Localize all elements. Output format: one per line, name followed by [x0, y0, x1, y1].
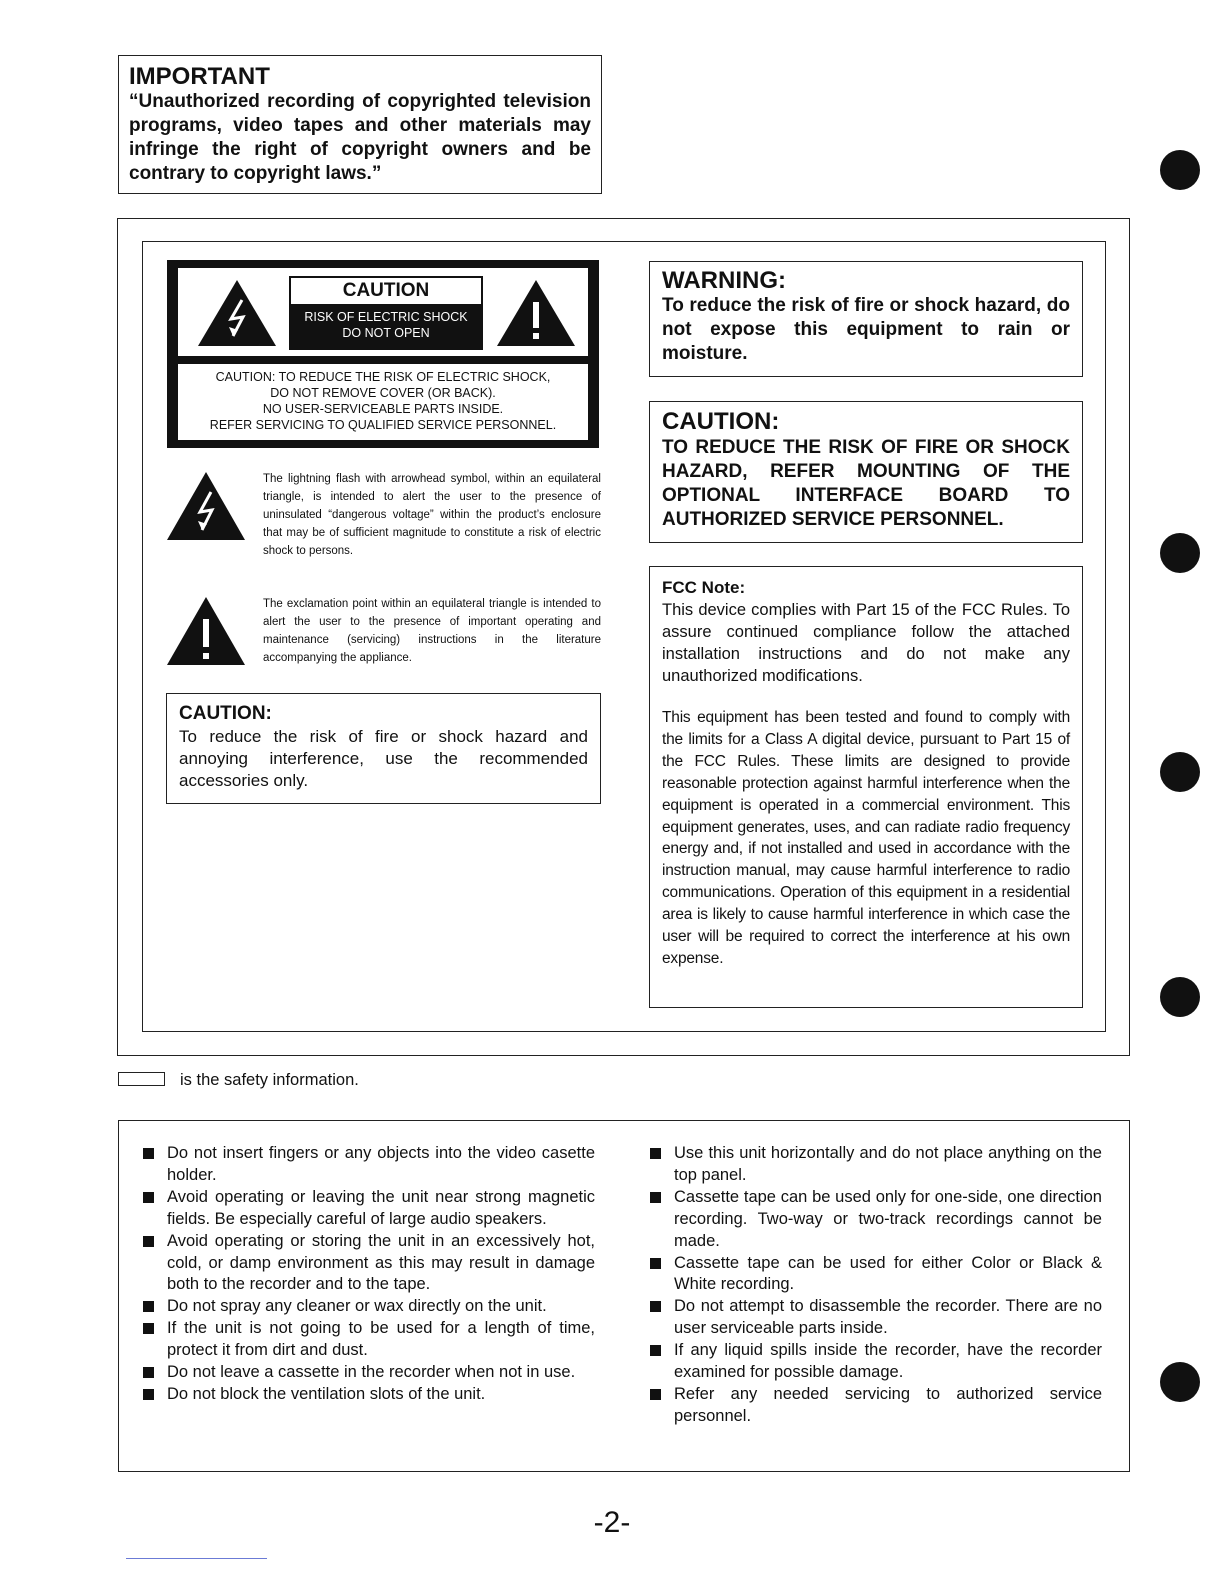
- binding-hole: [1160, 1362, 1200, 1402]
- caution-title: CAUTION:: [662, 408, 780, 435]
- binding-hole: [1160, 533, 1200, 573]
- lightning-triangle-icon: [167, 472, 245, 540]
- list-item: Do not attempt to disassemble the recorder. There are no user serviceable parts inside.: [650, 1296, 1102, 1340]
- list-item: If any liquid spills inside the recorder, have the recorder examined for possible damage.: [650, 1340, 1102, 1384]
- footer-rule: [126, 1558, 267, 1559]
- important-text: “Unauthorized recording of copyrighted television programs, video tapes and other materials may infringe the right of copyright owners and be contrary to copyright laws.”: [129, 91, 591, 184]
- exclamation-triangle-icon: [167, 597, 245, 665]
- bullet-icon: [650, 1389, 661, 1400]
- list-item: Avoid operating or storing the unit in an excessively hot, cold, or damp environment as this may result in damage both to the recorder and to the tape.: [143, 1231, 595, 1297]
- bullet-icon: [143, 1236, 154, 1247]
- caution-label-text: [178, 364, 588, 440]
- label-line: CAUTION: TO REDUCE THE RISK OF ELECTRIC SHOCK,: [215, 370, 551, 384]
- caution-caption-subtitle: RISK OF ELECTRIC SHOCK DO NOT OPEN: [304, 310, 468, 340]
- caution-title: CAUTION:: [179, 703, 272, 724]
- bullet-icon: [650, 1192, 661, 1203]
- list-item: Do not insert fingers or any objects into the video casette holder.: [143, 1143, 595, 1187]
- caution-accessories: [166, 693, 601, 804]
- caution-interface-board: [649, 401, 1083, 543]
- label-line: DO NOT REMOVE COVER (OR BACK).: [270, 386, 496, 400]
- binding-hole: [1160, 150, 1200, 190]
- caution-caption-title: CAUTION: [291, 278, 481, 304]
- lightning-triangle-icon: [198, 280, 276, 346]
- caution-text: TO REDUCE THE RISK OF FIRE OR SHOCK HAZARD, REFER MOUNTING OF THE OPTIONAL INTERFACE BOARD TO AUTHORIZED SERVICE PERSONNEL.: [662, 437, 1070, 530]
- bullet-icon: [650, 1345, 661, 1356]
- list-item: Do not block the ventilation slots of the unit.: [143, 1384, 595, 1406]
- fcc-title: FCC Note:: [662, 578, 746, 597]
- list-item: Cassette tape can be used only for one-side, one direction recording. Two-way or two-track recordings cannot be made.: [650, 1187, 1102, 1253]
- bullet-icon: [143, 1389, 154, 1400]
- legend-text: is the safety information.: [180, 1071, 359, 1089]
- page-number: -2-: [593, 1506, 631, 1539]
- list-item: Avoid operating or leaving the unit near strong magnetic fields. Be especially careful of large audio speakers.: [143, 1187, 595, 1231]
- list-item: Refer any needed servicing to authorized service personnel.: [650, 1384, 1102, 1428]
- important-notice: [118, 55, 602, 194]
- bullet-icon: [143, 1148, 154, 1159]
- bullet-icon: [143, 1367, 154, 1378]
- important-title: IMPORTANT: [129, 63, 270, 90]
- bullet-icon: [143, 1192, 154, 1203]
- lightning-symbol-explanation: The lightning flash with arrowhead symbol, within an equilateral triangle, is intended to alert the user to the presence of uninsulated “dangerous voltage” within the product’s enclosure that may be of sufficient magnitude to constitute a risk of electric shock to persons.: [263, 473, 601, 557]
- fcc-note: [649, 566, 1083, 1008]
- fcc-paragraph: This device complies with Part 15 of the FCC Rules. To assure continued compliance follow the attached installation instructions and do not make any unauthorized modifications.: [662, 601, 1070, 685]
- fcc-paragraph: This equipment has been tested and found to comply with the limits for a Class A digital device, pursuant to Part 15 of the FCC Rules. These limits are designed to provide reasonable protection against harmful interference when the equipment is operated in a commercial environment. This equipment generates, uses, and can radiate radio frequency energy and, if not installed and used in accordance with the instruction manual, may cause harmful interference to radio communications. Operation of this equipment in a residential area is likely to cause harmful interference in which case the user will be required to correct the interference at his own expense.: [662, 709, 1070, 967]
- caution-text: To reduce the risk of fire or shock hazard and annoying interference, use the recommended accessories only.: [179, 727, 588, 790]
- precautions-left-column: [143, 1143, 595, 1406]
- list-item: If the unit is not going to be used for a length of time, protect it from dirt and dust.: [143, 1318, 595, 1362]
- binding-hole: [1160, 752, 1200, 792]
- warning-text: To reduce the risk of fire or shock hazard, do not expose this equipment to rain or moisture.: [662, 295, 1070, 364]
- list-item: Do not leave a cassette in the recorder when not in use.: [143, 1362, 595, 1384]
- warning-title: WARNING:: [662, 267, 786, 294]
- bullet-icon: [650, 1301, 661, 1312]
- list-item: Cassette tape can be used for either Color or Black & White recording.: [650, 1253, 1102, 1297]
- binding-hole: [1160, 977, 1200, 1017]
- bullet-icon: [650, 1258, 661, 1269]
- list-item: Do not spray any cleaner or wax directly on the unit.: [143, 1296, 595, 1318]
- legend-swatch: [118, 1072, 165, 1086]
- bullet-icon: [143, 1301, 154, 1312]
- precautions-right-column: [650, 1143, 1102, 1428]
- label-line: REFER SERVICING TO QUALIFIED SERVICE PERSONNEL.: [209, 418, 557, 432]
- bullet-icon: [143, 1323, 154, 1334]
- warning-box: [649, 261, 1083, 377]
- label-line: NO USER-SERVICEABLE PARTS INSIDE.: [262, 402, 504, 416]
- bullet-icon: [650, 1148, 661, 1159]
- list-item: Use this unit horizontally and do not place anything on the top panel.: [650, 1143, 1102, 1187]
- exclamation-triangle-icon: [497, 280, 575, 346]
- exclamation-symbol-explanation: The exclamation point within an equilateral triangle is intended to alert the user to the presence of important operating and maintenance (servicing) instructions in the literature accompanying the appliance.: [263, 598, 601, 664]
